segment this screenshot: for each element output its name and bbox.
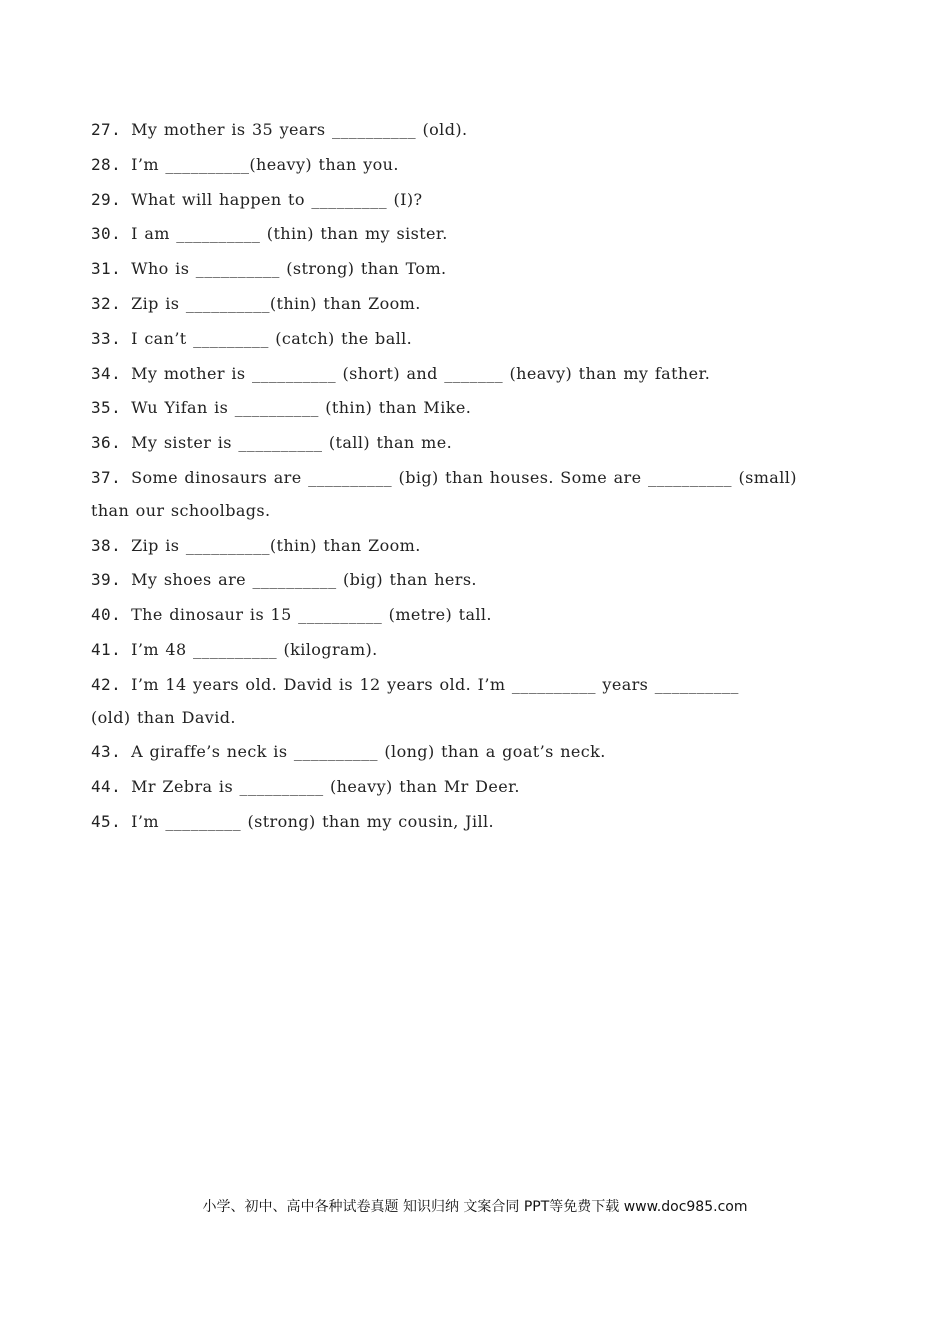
item-text: I’m 48 __________ (kilogram). bbox=[131, 639, 378, 659]
item-text: Zip is __________(thin) than Zoom. bbox=[131, 293, 421, 313]
item-number: 41. bbox=[91, 639, 122, 659]
item-number: 40. bbox=[91, 605, 122, 625]
exercise-item bbox=[91, 770, 871, 805]
item-continuation: (old) than David. bbox=[91, 707, 236, 727]
item-number: 35. bbox=[91, 398, 122, 418]
exercise-item bbox=[91, 805, 871, 840]
exercise-item bbox=[91, 252, 871, 287]
item-text: Wu Yifan is __________ (thin) than Mike. bbox=[131, 398, 472, 418]
item-number: 31. bbox=[91, 259, 122, 279]
exercise-item bbox=[91, 357, 871, 392]
item-text: My mother is 35 years __________ (old). bbox=[131, 120, 468, 139]
item-number: 27. bbox=[91, 120, 122, 139]
item-text: Zip is __________(thin) than Zoom. bbox=[131, 535, 421, 555]
exercise-item bbox=[91, 598, 871, 633]
item-number: 28. bbox=[91, 154, 122, 174]
item-number: 34. bbox=[91, 363, 122, 383]
item-number: 45. bbox=[91, 811, 122, 831]
exercise-item bbox=[91, 183, 871, 218]
item-text: Some dinosaurs are __________ (big) than houses. Some are __________ (small) bbox=[131, 467, 797, 487]
item-text: I am __________ (thin) than my sister. bbox=[131, 224, 448, 244]
item-text: My sister is __________ (tall) than me. bbox=[131, 433, 453, 453]
item-text: I can’t _________ (catch) the ball. bbox=[131, 328, 413, 348]
exercise-item bbox=[91, 461, 871, 529]
exercise-item bbox=[91, 668, 871, 736]
item-continuation: than our schoolbags. bbox=[91, 500, 271, 520]
exercise-item bbox=[91, 529, 871, 564]
exercise-item bbox=[91, 563, 871, 598]
item-text: I’m __________(heavy) than you. bbox=[131, 154, 399, 174]
item-number: 43. bbox=[91, 742, 122, 762]
item-text: Who is __________ (strong) than Tom. bbox=[131, 259, 447, 279]
item-number: 38. bbox=[91, 535, 122, 555]
exercise-item bbox=[91, 633, 871, 668]
exercise-item bbox=[91, 426, 871, 461]
item-number: 37. bbox=[91, 467, 122, 487]
exercise-item bbox=[91, 735, 871, 770]
item-number: 30. bbox=[91, 224, 122, 244]
exercise-item bbox=[91, 322, 871, 357]
item-number: 39. bbox=[91, 570, 122, 590]
item-text: A giraffe’s neck is __________ (long) than a goat’s neck. bbox=[131, 742, 606, 762]
item-text: I’m _________ (strong) than my cousin, Jill. bbox=[131, 811, 495, 831]
item-text: The dinosaur is 15 __________ (metre) tall. bbox=[131, 605, 492, 625]
item-number: 42. bbox=[91, 674, 122, 694]
exercise-item bbox=[91, 391, 871, 426]
item-number: 32. bbox=[91, 293, 122, 313]
item-number: 44. bbox=[91, 777, 122, 797]
item-text: Mr Zebra is __________ (heavy) than Mr Deer. bbox=[131, 777, 520, 797]
exercise-list bbox=[91, 113, 871, 840]
item-number: 33. bbox=[91, 328, 122, 348]
item-number: 36. bbox=[91, 433, 122, 453]
item-text: I’m 14 years old. David is 12 years old. I’m __________ years __________ bbox=[131, 674, 739, 694]
item-text: My shoes are __________ (big) than hers. bbox=[131, 570, 477, 590]
item-text: What will happen to _________ (I)? bbox=[131, 189, 423, 209]
item-number: 29. bbox=[91, 189, 122, 209]
exercise-item bbox=[91, 217, 871, 252]
footer-text: 小学、初中、高中各种试卷真题 知识归纳 文案合同 PPT等免费下载 www.doc985.com bbox=[202, 1199, 748, 1215]
item-text: My mother is __________ (short) and _______ (heavy) than my father. bbox=[131, 363, 711, 383]
exercise-item bbox=[91, 148, 871, 183]
exercise-item bbox=[91, 113, 871, 148]
exercise-item bbox=[91, 287, 871, 322]
